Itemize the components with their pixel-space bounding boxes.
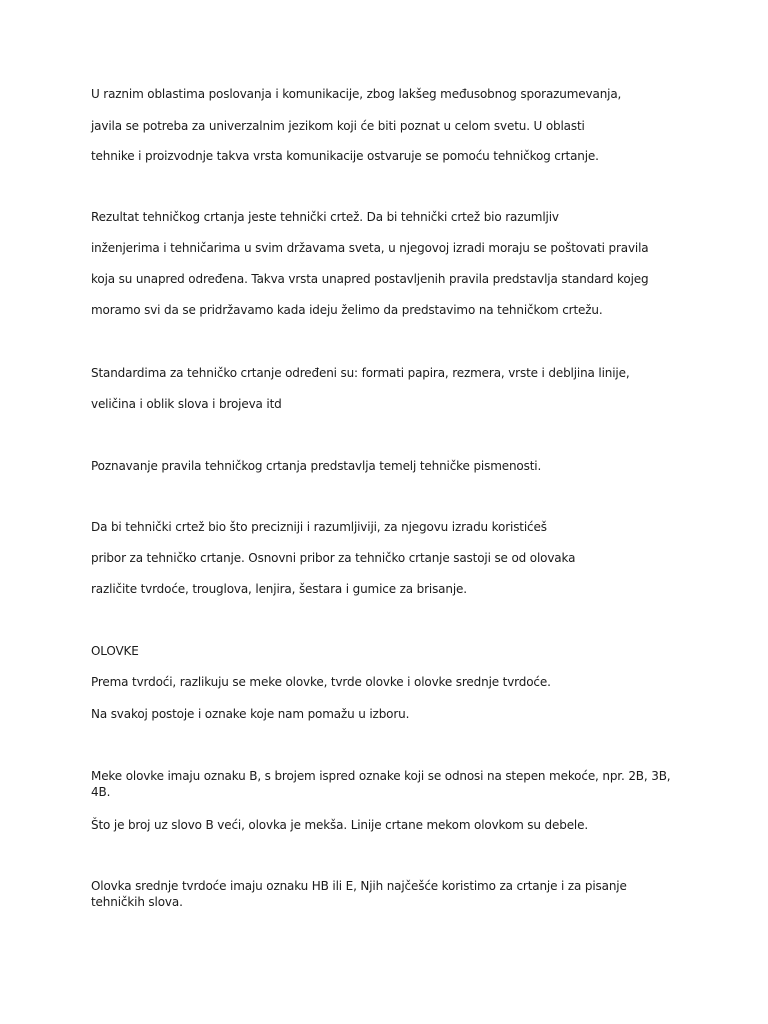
text-line: javila se potreba za univerzalnim jezikom koji će biti poznat u celom svetu. U oblasti xyxy=(91,119,585,133)
text-line: pribor za tehničko crtanje. Osnovni pribor za tehničko crtanje sastoji se od olovaka xyxy=(91,551,576,565)
text-line: Standardima za tehničko crtanje određeni su: formati papira, rezmera, vrste i debljina linije, xyxy=(91,366,630,380)
text-line: moramo svi da se pridržavamo kada ideju želimo da predstavimo na tehničkom crtežu. xyxy=(91,303,603,317)
text-line: veličina i oblik slova i brojeva itd xyxy=(91,397,282,411)
text-line: U raznim oblastima poslovanja i komunikacije, zbog lakšeg međusobnog sporazumevanja, xyxy=(91,87,622,101)
text-line: različite tvrdoće, trouglova, lenjira, šestara i gumice za brisanje. xyxy=(91,582,467,596)
text-line: inženjerima i tehničarima u svim državama sveta, u njegovoj izradi moraju se poštovati pravila xyxy=(91,241,649,255)
text-line: Što je broj uz slovo B veći, olovka je mekša. Linije crtane mekom olovkom su debele. xyxy=(91,818,589,832)
text-line: Rezultat tehničkog crtanja jeste tehnički crtež. Da bi tehnički crtež bio razumljiv xyxy=(91,210,559,224)
text-paragraph: Olovka srednje tvrdoće imaju oznaku HB ili E, Njih najčešće koristimo za crtanje i za pisanje tehničkih slova. xyxy=(91,879,627,909)
section-heading: OLOVKE xyxy=(91,644,139,658)
text-paragraph: Meke olovke imaju oznaku B, s brojem ispred oznake koji se odnosi na stepen mekoće, npr. 2B, 3B, 4B. xyxy=(91,769,671,799)
text-line: Da bi tehnički crtež bio što precizniji i razumljiviji, za njegovu izradu koristićeš xyxy=(91,520,547,534)
text-line: Poznavanje pravila tehničkog crtanja predstavlja temelj tehničke pismenosti. xyxy=(91,459,542,473)
text-line: Na svakoj postoje i oznake koje nam pomažu u izboru. xyxy=(91,707,410,721)
text-line: tehnike i proizvodnje takva vrsta komunikacije ostvaruje se pomoću tehničkog crtanje. xyxy=(91,149,599,163)
text-line: Prema tvrdoći, razlikuju se meke olovke, tvrde olovke i olovke srednje tvrdoće. xyxy=(91,675,551,689)
text-line: koja su unapred određena. Takva vrsta unapred postavljenih pravila predstavlja standard kojeg xyxy=(91,272,649,286)
